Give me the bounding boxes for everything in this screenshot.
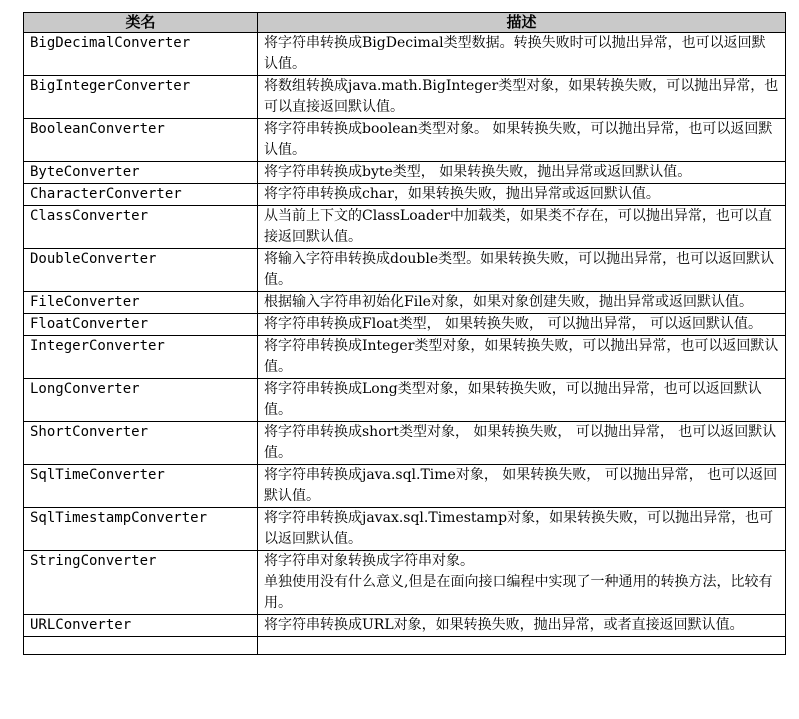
class-name-cell: URLConverter: [24, 615, 258, 637]
table-row: [24, 465, 786, 508]
class-name-cell: ByteConverter: [24, 162, 258, 184]
class-name-cell: SqlTimestampConverter: [24, 508, 258, 551]
table-row: [24, 184, 786, 206]
description-cell: 将字符串转换成byte类型， 如果转换失败，抛出异常或返回默认值。: [258, 162, 786, 184]
column-header-description: 描述: [258, 13, 786, 33]
table-row: [24, 206, 786, 249]
description-cell: [258, 637, 786, 655]
description-cell: 将字符串转换成boolean类型对象。 如果转换失败，可以抛出异常，也可以返回默认值。: [258, 119, 786, 162]
description-cell: 将字符串转换成java.sql.Time对象， 如果转换失败， 可以抛出异常， 也可以返回默认值。: [258, 465, 786, 508]
table-row: [24, 292, 786, 314]
description-cell: 将字符串转换成char，如果转换失败，抛出异常或返回默认值。: [258, 184, 786, 206]
class-name-cell: DoubleConverter: [24, 249, 258, 292]
class-name-cell: StringConverter: [24, 551, 258, 615]
class-name-cell: IntegerConverter: [24, 336, 258, 379]
empty-table-row: [24, 637, 786, 655]
class-name-cell: CharacterConverter: [24, 184, 258, 206]
table-row: [24, 379, 786, 422]
description-cell: 根据输入字符串初始化File对象，如果对象创建失败，抛出异常或返回默认值。: [258, 292, 786, 314]
table-row: [24, 336, 786, 379]
class-name-cell: FloatConverter: [24, 314, 258, 336]
class-name-cell: BigIntegerConverter: [24, 76, 258, 119]
class-name-cell: [24, 637, 258, 655]
class-name-cell: FileConverter: [24, 292, 258, 314]
table-row: [24, 615, 786, 637]
table-row: [24, 422, 786, 465]
description-note: 单独使用没有什么意义,但是在面向接口编程中实现了一种通用的转换方法，比较有用。: [264, 574, 773, 611]
description-cell: 将字符串转换成Long类型对象，如果转换失败，可以抛出异常，也可以返回默认值。: [258, 379, 786, 422]
table-row: [24, 249, 786, 292]
description-cell: 将字符串转换成Float类型， 如果转换失败， 可以抛出异常， 可以返回默认值。: [258, 314, 786, 336]
description-cell: 将字符串转换成Integer类型对象，如果转换失败，可以抛出异常，也可以返回默认值。: [258, 336, 786, 379]
table-row: [24, 314, 786, 336]
class-name-cell: SqlTimeConverter: [24, 465, 258, 508]
class-name-cell: BooleanConverter: [24, 119, 258, 162]
class-name-cell: BigDecimalConverter: [24, 33, 258, 76]
description-cell: 从当前上下文的ClassLoader中加载类，如果类不存在，可以抛出异常，也可以直接返回默认值。: [258, 206, 786, 249]
description-cell: [258, 551, 786, 615]
table-row: [24, 76, 786, 119]
description-cell: 将字符串转换成URL对象，如果转换失败，抛出异常，或者直接返回默认值。: [258, 615, 786, 637]
table-row: [24, 119, 786, 162]
description-cell: 将输入字符串转换成double类型。如果转换失败，可以抛出异常，也可以返回默认值。: [258, 249, 786, 292]
description-line: 将字符串对象转换成字符串对象。: [264, 553, 474, 569]
class-name-cell: LongConverter: [24, 379, 258, 422]
table-header-row: [24, 13, 786, 33]
class-name-cell: ShortConverter: [24, 422, 258, 465]
column-header-name: 类名: [24, 13, 258, 33]
table-row: [24, 162, 786, 184]
description-cell: 将字符串转换成BigDecimal类型数据。转换失败时可以抛出异常，也可以返回默认值。: [258, 33, 786, 76]
description-cell: 将字符串转换成javax.sql.Timestamp对象，如果转换失败，可以抛出异常，也可以返回默认值。: [258, 508, 786, 551]
description-cell: 将数组转换成java.math.BigInteger类型对象，如果转换失败，可以抛出异常，也可以直接返回默认值。: [258, 76, 786, 119]
table-row: [24, 508, 786, 551]
class-name-cell: ClassConverter: [24, 206, 258, 249]
converter-table: [23, 12, 786, 655]
table-row: [24, 33, 786, 76]
table-row: [24, 551, 786, 615]
table-body: [24, 33, 786, 655]
description-cell: 将字符串转换成short类型对象， 如果转换失败， 可以抛出异常， 也可以返回默认值。: [258, 422, 786, 465]
